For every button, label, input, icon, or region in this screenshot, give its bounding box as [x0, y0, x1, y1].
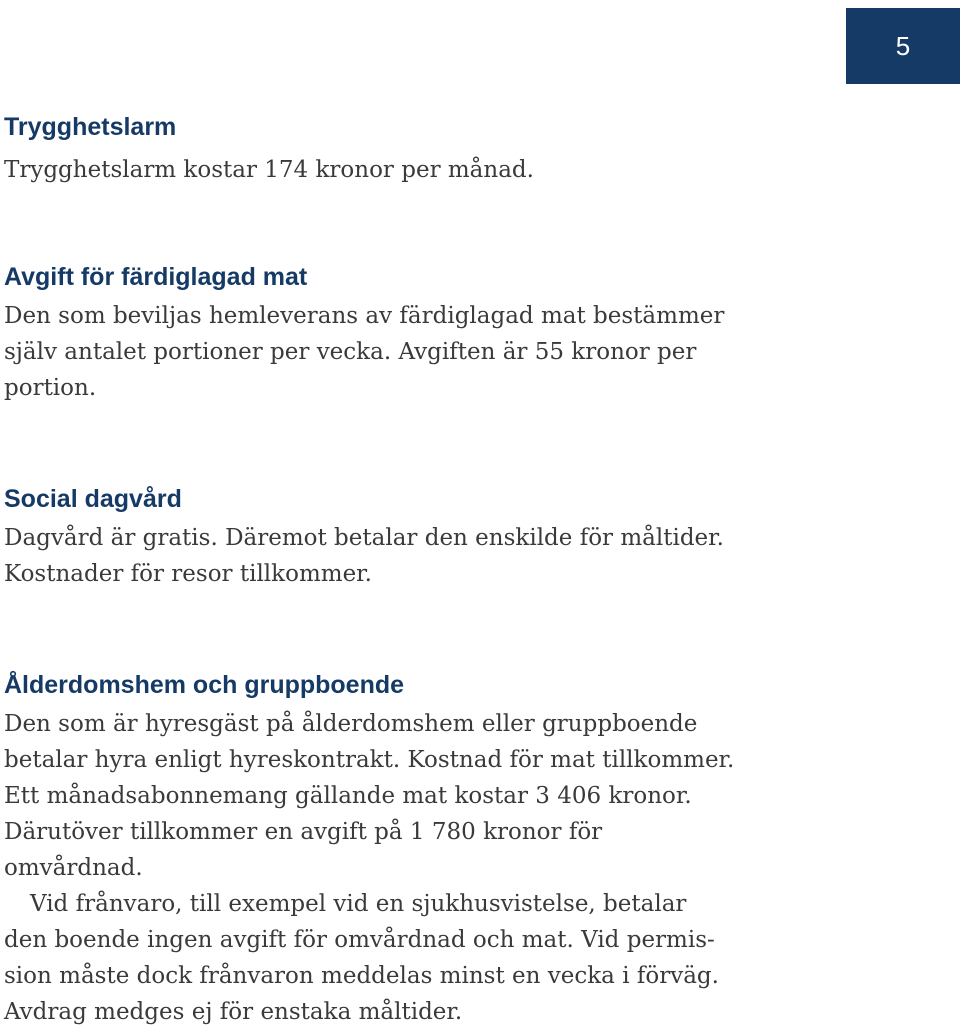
body-line: Den som beviljas hemleverans av färdiglagad mat bestämmer [4, 303, 725, 329]
section-social-dagvard [4, 484, 844, 592]
section-heading: Trygghetslarm [4, 113, 177, 141]
body-line: Kostnader för resor tillkommer. [4, 561, 372, 587]
body-line: själv antalet portioner per vecka. Avgiften är 55 kronor per [4, 339, 697, 365]
section-heading: Social dagvård [4, 485, 182, 513]
section-alderdomshem [4, 670, 844, 1030]
section-trygghetslarm [4, 112, 844, 188]
section-body [4, 152, 844, 188]
body-line: Vid frånvaro, till exempel vid en sjukhusvistelse, betalar [30, 891, 687, 917]
section-body [4, 520, 844, 592]
section-body [4, 298, 844, 406]
body-line: Den som är hyresgäst på ålderdomshem eller gruppboende [4, 711, 698, 737]
body-line: Dagvård är gratis. Däremot betalar den enskilde för måltider. [4, 525, 724, 551]
section-heading: Avgift för färdiglagad mat [4, 263, 308, 291]
page-number-badge: 5 [846, 8, 960, 84]
body-line: Trygghetslarm kostar 174 kronor per månad. [4, 157, 534, 183]
body-line: Avdrag medges ej för enstaka måltider. [4, 999, 463, 1025]
body-line: portion. [4, 375, 97, 401]
body-line: Därutöver tillkommer en avgift på 1 780 kronor för [4, 819, 603, 845]
body-line: den boende ingen avgift för omvårdnad och mat. Vid permis- [4, 927, 715, 953]
section-heading: Ålderdomshem och gruppboende [4, 671, 405, 699]
section-body [4, 706, 844, 1030]
section-fardiglagad-mat [4, 262, 844, 406]
body-line: omvårdnad. [4, 855, 143, 881]
body-line: Ett månadsabonnemang gällande mat kostar 3 406 kronor. [4, 783, 692, 809]
body-line: betalar hyra enligt hyreskontrakt. Kostnad för mat tillkommer. [4, 747, 735, 773]
body-line: sion måste dock frånvaron meddelas minst en vecka i förväg. [4, 963, 719, 989]
